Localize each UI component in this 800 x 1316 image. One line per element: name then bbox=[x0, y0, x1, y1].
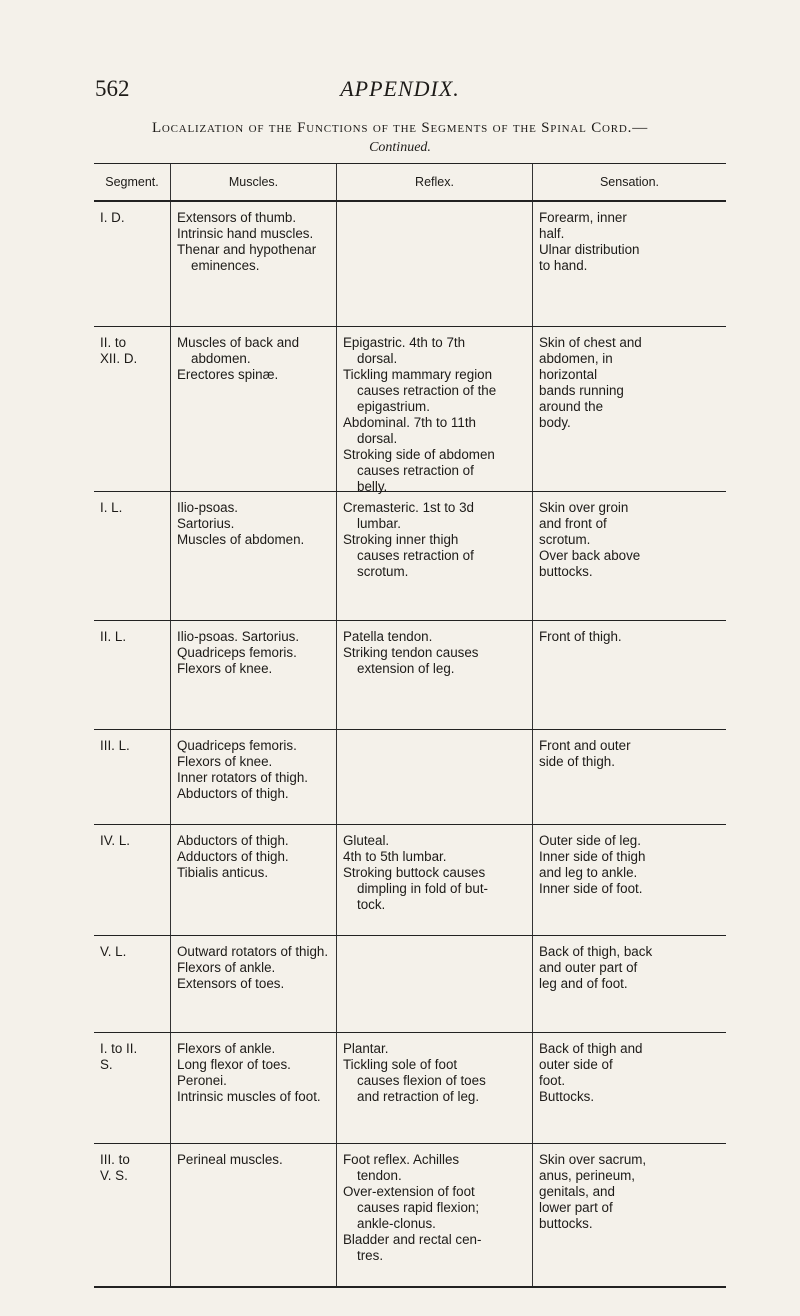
cell-line: side of thigh. bbox=[539, 754, 615, 769]
cell-line: Stroking inner thigh bbox=[343, 532, 459, 547]
cell-line: abdomen. bbox=[191, 351, 251, 366]
column-header-reflex: Reflex. bbox=[336, 164, 532, 200]
reflex-cell bbox=[336, 1144, 532, 1286]
cell-line: dorsal. bbox=[357, 351, 398, 366]
cell-line: Tickling sole of foot bbox=[343, 1057, 458, 1072]
sensation-cell bbox=[532, 825, 726, 935]
cell-line: V. S. bbox=[100, 1168, 128, 1183]
cell-line: Extensors of thumb. bbox=[177, 210, 297, 225]
cell-line: Plantar. bbox=[343, 1041, 389, 1056]
reflex-cell bbox=[336, 202, 532, 326]
cell-line: Ilio-psoas. bbox=[177, 500, 239, 515]
muscles-cell bbox=[170, 730, 336, 824]
cell-line: Extensors of toes. bbox=[177, 976, 285, 991]
cell-line: abdomen, in bbox=[539, 351, 613, 366]
reflex-cell bbox=[336, 936, 532, 1032]
cell-line: Gluteal. bbox=[343, 833, 390, 848]
cell-line: IV. L. bbox=[100, 833, 131, 848]
cell-line: buttocks. bbox=[539, 564, 593, 579]
muscles-cell bbox=[170, 936, 336, 1032]
cell-line: I. D. bbox=[100, 210, 125, 225]
cell-line: belly. bbox=[357, 479, 388, 494]
muscles-cell bbox=[170, 327, 336, 491]
cell-line: ankle-clonus. bbox=[357, 1216, 436, 1231]
cell-line: and outer part of bbox=[539, 960, 638, 975]
table-title: Localization of the Functions of the Segments of the Spinal Cord.— bbox=[151, 120, 649, 136]
sensation-cell bbox=[532, 327, 726, 491]
cell-line: Cremasteric. 1st to 3d bbox=[343, 500, 474, 515]
sensation-cell bbox=[532, 621, 726, 729]
cell-line: Abductors of thigh. bbox=[177, 786, 289, 801]
cell-line: scrotum. bbox=[539, 532, 591, 547]
sensation-cell bbox=[532, 1144, 726, 1286]
sensation-cell bbox=[532, 936, 726, 1032]
table-header-row bbox=[94, 164, 726, 201]
segment-cell bbox=[94, 621, 170, 729]
cell-line: Skin over sacrum, bbox=[539, 1152, 647, 1167]
segment-cell bbox=[94, 825, 170, 935]
table-row bbox=[94, 1032, 726, 1143]
muscles-cell bbox=[170, 1033, 336, 1143]
cell-line: Intrinsic hand muscles. bbox=[177, 226, 314, 241]
cell-line: anus, perineum, bbox=[539, 1168, 636, 1183]
table-row bbox=[94, 824, 726, 935]
cell-line: Epigastric. 4th to 7th bbox=[343, 335, 466, 350]
cell-line: Flexors of knee. bbox=[177, 661, 273, 676]
cell-line: 4th to 5th lumbar. bbox=[343, 849, 447, 864]
bottom-rule bbox=[94, 1286, 726, 1288]
segment-cell bbox=[94, 327, 170, 491]
page-number: 562 bbox=[95, 76, 130, 101]
cell-line: II. to bbox=[100, 335, 127, 350]
cell-line: around the bbox=[539, 399, 604, 414]
cell-line: extension of leg. bbox=[357, 661, 455, 676]
cell-line: S. bbox=[100, 1057, 113, 1072]
cell-line: Forearm, inner bbox=[539, 210, 627, 225]
page-header bbox=[0, 76, 800, 116]
cell-line: tock. bbox=[357, 897, 386, 912]
cell-line: Flexors of ankle. bbox=[177, 1041, 276, 1056]
cell-line: Erectores spinæ. bbox=[177, 367, 279, 382]
cell-line: Flexors of ankle. bbox=[177, 960, 276, 975]
segment-cell bbox=[94, 1033, 170, 1143]
table-row bbox=[94, 729, 726, 824]
cell-line: III. to bbox=[100, 1152, 130, 1167]
cell-line: and retraction of leg. bbox=[357, 1089, 480, 1104]
cell-line: Front and outer bbox=[539, 738, 631, 753]
cell-line: tres. bbox=[357, 1248, 384, 1263]
cell-line: Quadriceps femoris. bbox=[177, 738, 297, 753]
cell-line: Intrinsic muscles of foot. bbox=[177, 1089, 321, 1104]
column-header-sensation: Sensation. bbox=[532, 164, 726, 200]
reflex-cell bbox=[336, 492, 532, 620]
cell-line: to hand. bbox=[539, 258, 588, 273]
cell-line: Tickling mammary region bbox=[343, 367, 493, 382]
cell-line: causes rapid flexion; bbox=[357, 1200, 480, 1215]
cell-line: Skin of chest and bbox=[539, 335, 642, 350]
cell-line: half. bbox=[539, 226, 565, 241]
cell-line: tendon. bbox=[357, 1168, 402, 1183]
cell-line: lower part of bbox=[539, 1200, 613, 1215]
cell-line: Outward rotators of thigh. bbox=[177, 944, 329, 959]
muscles-cell bbox=[170, 825, 336, 935]
cell-line: leg and of foot. bbox=[539, 976, 628, 991]
cell-line: Front of thigh. bbox=[539, 629, 622, 644]
sensation-cell bbox=[532, 1033, 726, 1143]
cell-line: causes flexion of toes bbox=[357, 1073, 486, 1088]
reflex-cell bbox=[336, 825, 532, 935]
cell-line: buttocks. bbox=[539, 1216, 593, 1231]
table-row bbox=[94, 491, 726, 620]
cell-line: II. L. bbox=[100, 629, 127, 644]
segment-cell bbox=[94, 730, 170, 824]
segment-cell bbox=[94, 492, 170, 620]
cell-line: outer side of bbox=[539, 1057, 613, 1072]
segment-cell bbox=[94, 202, 170, 326]
cell-line: Outer side of leg. bbox=[539, 833, 641, 848]
reflex-cell bbox=[336, 730, 532, 824]
column-header-muscles: Muscles. bbox=[170, 164, 336, 200]
cell-line: Ulnar distribution bbox=[539, 242, 640, 257]
cell-line: eminences. bbox=[191, 258, 260, 273]
cell-line: Sartorius. bbox=[177, 516, 235, 531]
table-row bbox=[94, 620, 726, 729]
muscles-cell bbox=[170, 1144, 336, 1286]
cell-line: Stroking buttock causes bbox=[343, 865, 486, 880]
cell-line: foot. bbox=[539, 1073, 566, 1088]
cell-line: Inner rotators of thigh. bbox=[177, 770, 309, 785]
cell-line: Flexors of knee. bbox=[177, 754, 273, 769]
cell-line: Inner side of foot. bbox=[539, 881, 643, 896]
table-row bbox=[94, 326, 726, 494]
cell-line: Peronei. bbox=[177, 1073, 227, 1088]
cell-line: Buttocks. bbox=[539, 1089, 595, 1104]
cell-line: causes retraction of bbox=[357, 548, 474, 563]
cell-line: scrotum. bbox=[357, 564, 409, 579]
cell-line: Quadriceps femoris. bbox=[177, 645, 297, 660]
segment-cell bbox=[94, 936, 170, 1032]
cell-line: Skin over groin bbox=[539, 500, 629, 515]
cell-line: Muscles of back and bbox=[177, 335, 300, 350]
cell-line: dimpling in fold of but- bbox=[357, 881, 489, 896]
reflex-cell bbox=[336, 621, 532, 729]
cell-line: epigastrium. bbox=[357, 399, 430, 414]
cell-line: and leg to ankle. bbox=[539, 865, 638, 880]
cell-line: Muscles of abdomen. bbox=[177, 532, 305, 547]
table-row bbox=[94, 201, 726, 326]
cell-line: causes retraction of bbox=[357, 463, 474, 478]
sensation-cell bbox=[532, 202, 726, 326]
cell-line: Ilio-psoas. Sartorius. bbox=[177, 629, 300, 644]
reflex-cell bbox=[336, 327, 532, 494]
cell-line: I. to II. bbox=[100, 1041, 138, 1056]
cell-line: Bladder and rectal cen- bbox=[343, 1232, 482, 1247]
table-body bbox=[94, 201, 726, 1286]
cell-line: Abdominal. 7th to 11th bbox=[343, 415, 477, 430]
cell-line: genitals, and bbox=[539, 1184, 615, 1199]
cell-line: Striking tendon causes bbox=[343, 645, 479, 660]
running-head: APPENDIX. bbox=[340, 76, 460, 101]
muscles-cell bbox=[170, 492, 336, 620]
table-row bbox=[94, 935, 726, 1032]
cell-line: Over back above bbox=[539, 548, 641, 563]
table-row bbox=[94, 1143, 726, 1286]
cell-line: lumbar. bbox=[357, 516, 401, 531]
cell-line: Stroking side of abdomen bbox=[343, 447, 495, 462]
cell-line: and front of bbox=[539, 516, 607, 531]
cell-line: Tibialis anticus. bbox=[177, 865, 269, 880]
cell-line: Foot reflex. Achilles bbox=[343, 1152, 460, 1167]
cell-line: Long flexor of toes. bbox=[177, 1057, 291, 1072]
cell-line: Back of thigh and bbox=[539, 1041, 643, 1056]
muscles-cell bbox=[170, 202, 336, 326]
cell-line: III. L. bbox=[100, 738, 130, 753]
sensation-cell bbox=[532, 730, 726, 824]
cell-line: bands running bbox=[539, 383, 624, 398]
cell-line: Inner side of thigh bbox=[539, 849, 646, 864]
cell-line: horizontal bbox=[539, 367, 598, 382]
localization-table bbox=[94, 163, 726, 1288]
reflex-cell bbox=[336, 1033, 532, 1143]
table-subtitle: Continued. bbox=[369, 140, 431, 155]
cell-line: Perineal muscles. bbox=[177, 1152, 283, 1167]
cell-line: Adductors of thigh. bbox=[177, 849, 289, 864]
cell-line: body. bbox=[539, 415, 571, 430]
segment-cell bbox=[94, 1144, 170, 1286]
muscles-cell bbox=[170, 621, 336, 729]
cell-line: Over-extension of foot bbox=[343, 1184, 475, 1199]
sensation-cell bbox=[532, 492, 726, 620]
column-header-segment: Segment. bbox=[105, 175, 159, 189]
cell-line: I. L. bbox=[100, 500, 123, 515]
cell-line: V. L. bbox=[100, 944, 127, 959]
cell-line: Abductors of thigh. bbox=[177, 833, 289, 848]
cell-line: XII. D. bbox=[100, 351, 138, 366]
cell-line: Back of thigh, back bbox=[539, 944, 653, 959]
cell-line: Patella tendon. bbox=[343, 629, 433, 644]
cell-line: Thenar and hypothenar bbox=[177, 242, 317, 257]
cell-line: dorsal. bbox=[357, 431, 398, 446]
cell-line: causes retraction of the bbox=[357, 383, 497, 398]
